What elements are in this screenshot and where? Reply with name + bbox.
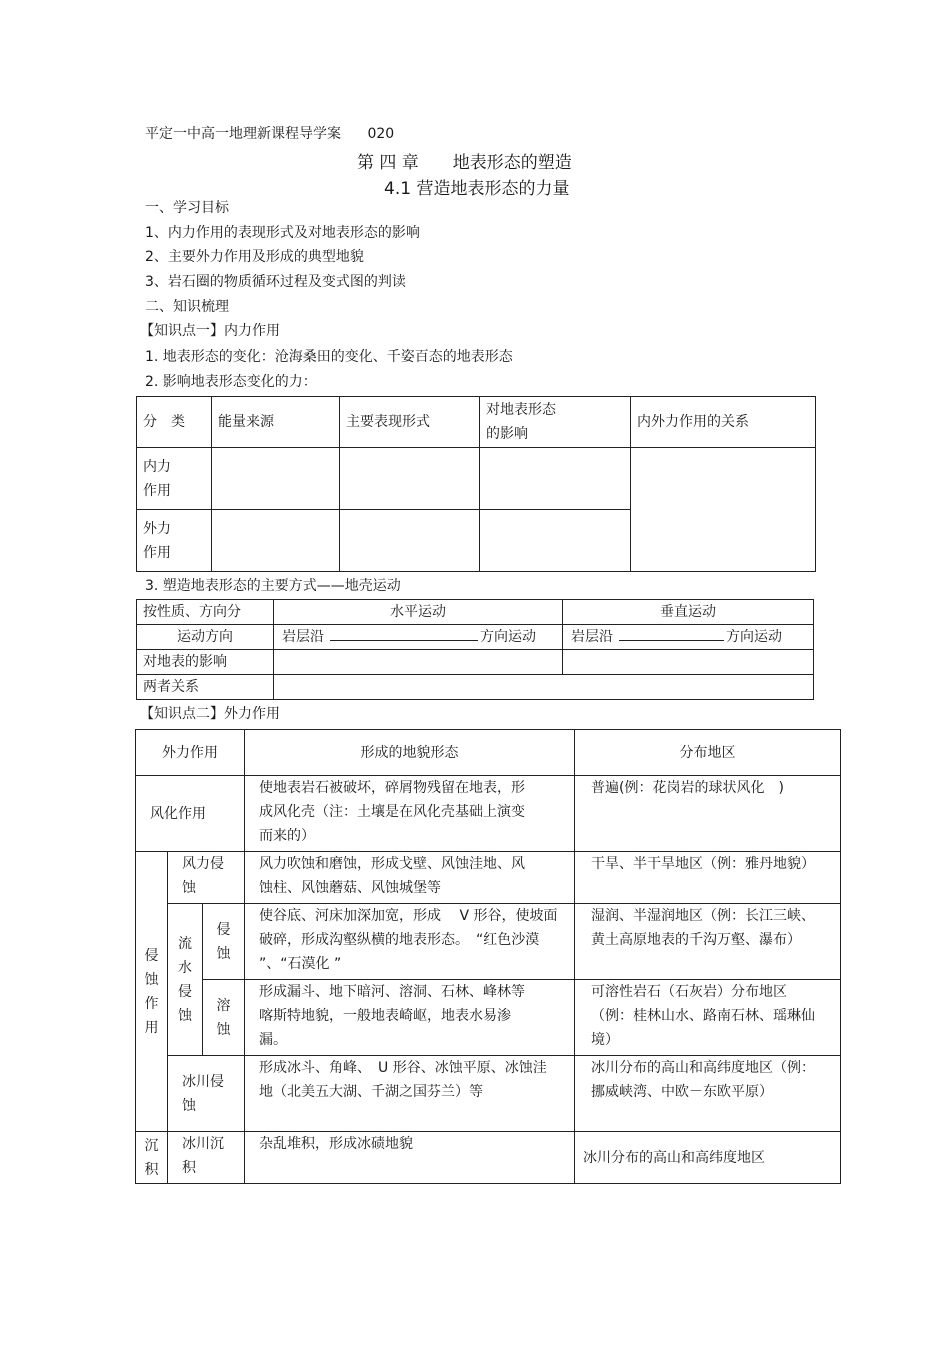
t1-row-internal-text: 内力作用 bbox=[143, 458, 171, 499]
t2-header-vertical: 垂直运动 bbox=[563, 600, 814, 625]
t3-wind-label-text: 风力侵蚀 bbox=[182, 856, 224, 896]
t2-vertical-impact[interactable] bbox=[563, 650, 814, 675]
t3-wind-landform-text: 风力吹蚀和磨蚀，形成戈壁、风蚀洼地、风蚀柱、风蚀蘑菇、风蚀城堡等 bbox=[259, 856, 525, 896]
t3-header-region: 分布地区 bbox=[575, 730, 841, 776]
t3-water-solution-label bbox=[203, 980, 245, 1056]
review-heading: 二、知识梳理 bbox=[145, 299, 229, 315]
t3-deposition-label bbox=[136, 1132, 168, 1184]
t2-v-prefix: 岩层沿 bbox=[571, 629, 613, 645]
t3-weathering-landform bbox=[245, 776, 575, 852]
t3-glacier-label-text: 冰川侵蚀 bbox=[182, 1073, 224, 1114]
t1-external-forms[interactable] bbox=[340, 510, 480, 572]
t1-header-forms: 主要表现形式 bbox=[340, 397, 480, 448]
t3-wind-region-text: 干旱、半干旱地区（例：雅丹地貌） bbox=[591, 856, 815, 872]
school-name: 平定一中高一地理新课程导学案 bbox=[145, 126, 341, 142]
t1-external-energy[interactable] bbox=[212, 510, 340, 572]
t3-weathering-landform-text: 使地表岩石被破坏，碎屑物残留在地表，形成风化壳（注：土壤是在风化壳基础上演变而来的） bbox=[259, 780, 525, 844]
t1-header-relation: 内外力作用的关系 bbox=[631, 397, 816, 448]
t3-wind-label bbox=[168, 852, 245, 904]
doc-number: 020 bbox=[367, 126, 395, 142]
t1-internal-energy[interactable] bbox=[212, 448, 340, 510]
review-item-2: 2. 影响地表形态变化的力： bbox=[145, 374, 317, 390]
t1-row-external bbox=[137, 510, 212, 572]
t2-v-blank[interactable] bbox=[619, 626, 724, 641]
t1-internal-impact[interactable] bbox=[480, 448, 631, 510]
t3-glacier-region-text: 冰川分布的高山和高纬度地区（例：挪威峡湾、中欧－东欧平原） bbox=[591, 1060, 815, 1100]
t3-water-solution-region bbox=[575, 980, 841, 1056]
t3-deposition-label-text: 沉积 bbox=[144, 1137, 159, 1178]
t3-water-erosion-landform-text: 使谷底、河床加深加宽，形成 V 形谷，使坡面破碎，形成沟壑纵横的地表形态。 “红色沙漠 ”、“石漠化 ” bbox=[259, 908, 558, 972]
t3-header-force: 外力作用 bbox=[136, 730, 245, 776]
t3-water-solution-landform-text: 形成漏斗、地下暗河、溶洞、石林、峰林等喀斯特地貌，一般地表崎岖，地表水易渗漏。 bbox=[259, 984, 525, 1048]
t1-relation-cell[interactable] bbox=[631, 448, 816, 572]
t3-water-label bbox=[168, 904, 203, 1056]
t3-water-solution-region-text: 可溶性岩石（石灰岩）分布地区（例：桂林山水、路南石林、瑶琳仙境） bbox=[591, 984, 815, 1048]
t1-header-category: 分 类 bbox=[137, 397, 212, 448]
t1-external-impact[interactable] bbox=[480, 510, 631, 572]
t3-wind-landform bbox=[245, 852, 575, 904]
t3-glacier-landform-text: 形成冰斗、角峰、 U 形谷、冰蚀平原、冰蚀洼地（北美五大湖、千湖之国芬兰）等 bbox=[259, 1060, 547, 1100]
crust-movement-table bbox=[136, 599, 814, 700]
t2-h-prefix: 岩层沿 bbox=[282, 629, 324, 645]
t2-row-impact: 对地表的影响 bbox=[137, 650, 274, 675]
t1-header-impact-text: 对地表形态的影响 bbox=[486, 402, 556, 442]
t2-vertical-direction bbox=[563, 625, 814, 650]
t3-water-label-text: 流水侵蚀 bbox=[178, 935, 192, 1024]
t2-row-relation: 两者关系 bbox=[137, 675, 274, 700]
t3-erosion-label-text: 侵蚀作用 bbox=[144, 947, 159, 1036]
t3-water-erosion-label-text: 侵蚀 bbox=[216, 921, 231, 962]
t3-water-erosion-landform bbox=[245, 904, 575, 980]
knowledge-point-2: 【知识点二】外力作用 bbox=[140, 706, 280, 722]
external-forces-table bbox=[135, 729, 841, 1184]
t2-h-suffix: 方向运动 bbox=[480, 629, 536, 645]
t3-water-solution-landform bbox=[245, 980, 575, 1056]
t2-h-blank[interactable] bbox=[330, 626, 478, 641]
review-item-3: 3. 塑造地表形态的主要方式——地壳运动 bbox=[145, 578, 401, 594]
t1-row-internal bbox=[137, 448, 212, 510]
t2-header-classify: 按性质、方向分 bbox=[137, 600, 274, 625]
t3-header-landform: 形成的地貌形态 bbox=[245, 730, 575, 776]
t3-glacier-dep-landform: 杂乱堆积，形成冰碛地貌 bbox=[245, 1132, 575, 1184]
t3-water-erosion-label bbox=[203, 904, 245, 980]
goal-item-2: 2、主要外力作用及形成的典型地貌 bbox=[145, 249, 364, 265]
t2-relation-cell[interactable] bbox=[274, 675, 814, 700]
t2-horizontal-impact[interactable] bbox=[274, 650, 563, 675]
school-line bbox=[145, 125, 394, 143]
t3-glacier-landform bbox=[245, 1056, 575, 1132]
t2-row-direction: 运动方向 bbox=[137, 625, 274, 650]
t3-glacier-dep-region: 冰川分布的高山和高纬度地区 bbox=[575, 1132, 841, 1184]
goal-item-3: 3、岩石圈的物质循环过程及变式图的判读 bbox=[145, 274, 406, 290]
t3-weathering-region: 普遍(例：花岗岩的球状风化 ) bbox=[575, 776, 841, 852]
section-title: 4.1 营造地表形态的力量 bbox=[384, 179, 570, 199]
t3-wind-region bbox=[575, 852, 841, 904]
forces-table bbox=[136, 396, 816, 572]
t3-glacier-region bbox=[575, 1056, 841, 1132]
t3-water-erosion-region bbox=[575, 904, 841, 980]
t3-erosion-label bbox=[136, 852, 168, 1132]
t1-header-energy: 能量来源 bbox=[212, 397, 340, 448]
t3-water-solution-label-text: 溶蚀 bbox=[216, 997, 231, 1038]
t3-glacier-dep-label bbox=[168, 1132, 245, 1184]
t1-row-external-text: 外力作用 bbox=[143, 520, 171, 561]
t3-glacier-dep-label-text: 冰川沉积 bbox=[182, 1136, 224, 1176]
goals-heading: 一、学习目标 bbox=[145, 200, 229, 216]
t1-header-impact bbox=[480, 397, 631, 448]
t2-v-suffix: 方向运动 bbox=[726, 629, 782, 645]
t1-internal-forms[interactable] bbox=[340, 448, 480, 510]
chapter-title: 第 四 章 地表形态的塑造 bbox=[357, 153, 572, 173]
review-item-1: 1. 地表形态的变化：沧海桑田的变化、千姿百态的地表形态 bbox=[145, 349, 513, 365]
t2-horizontal-direction bbox=[274, 625, 563, 650]
goal-item-1: 1、内力作用的表现形式及对地表形态的影响 bbox=[145, 225, 420, 241]
t2-header-horizontal: 水平运动 bbox=[274, 600, 563, 625]
t3-glacier-label bbox=[168, 1056, 245, 1132]
t3-water-erosion-region-text: 湿润、半湿润地区（例：长江三峡、黄土高原地表的千沟万壑、瀑布） bbox=[591, 908, 815, 948]
knowledge-point-1: 【知识点一】内力作用 bbox=[140, 323, 280, 339]
t3-weathering-label: 风化作用 bbox=[136, 776, 245, 852]
